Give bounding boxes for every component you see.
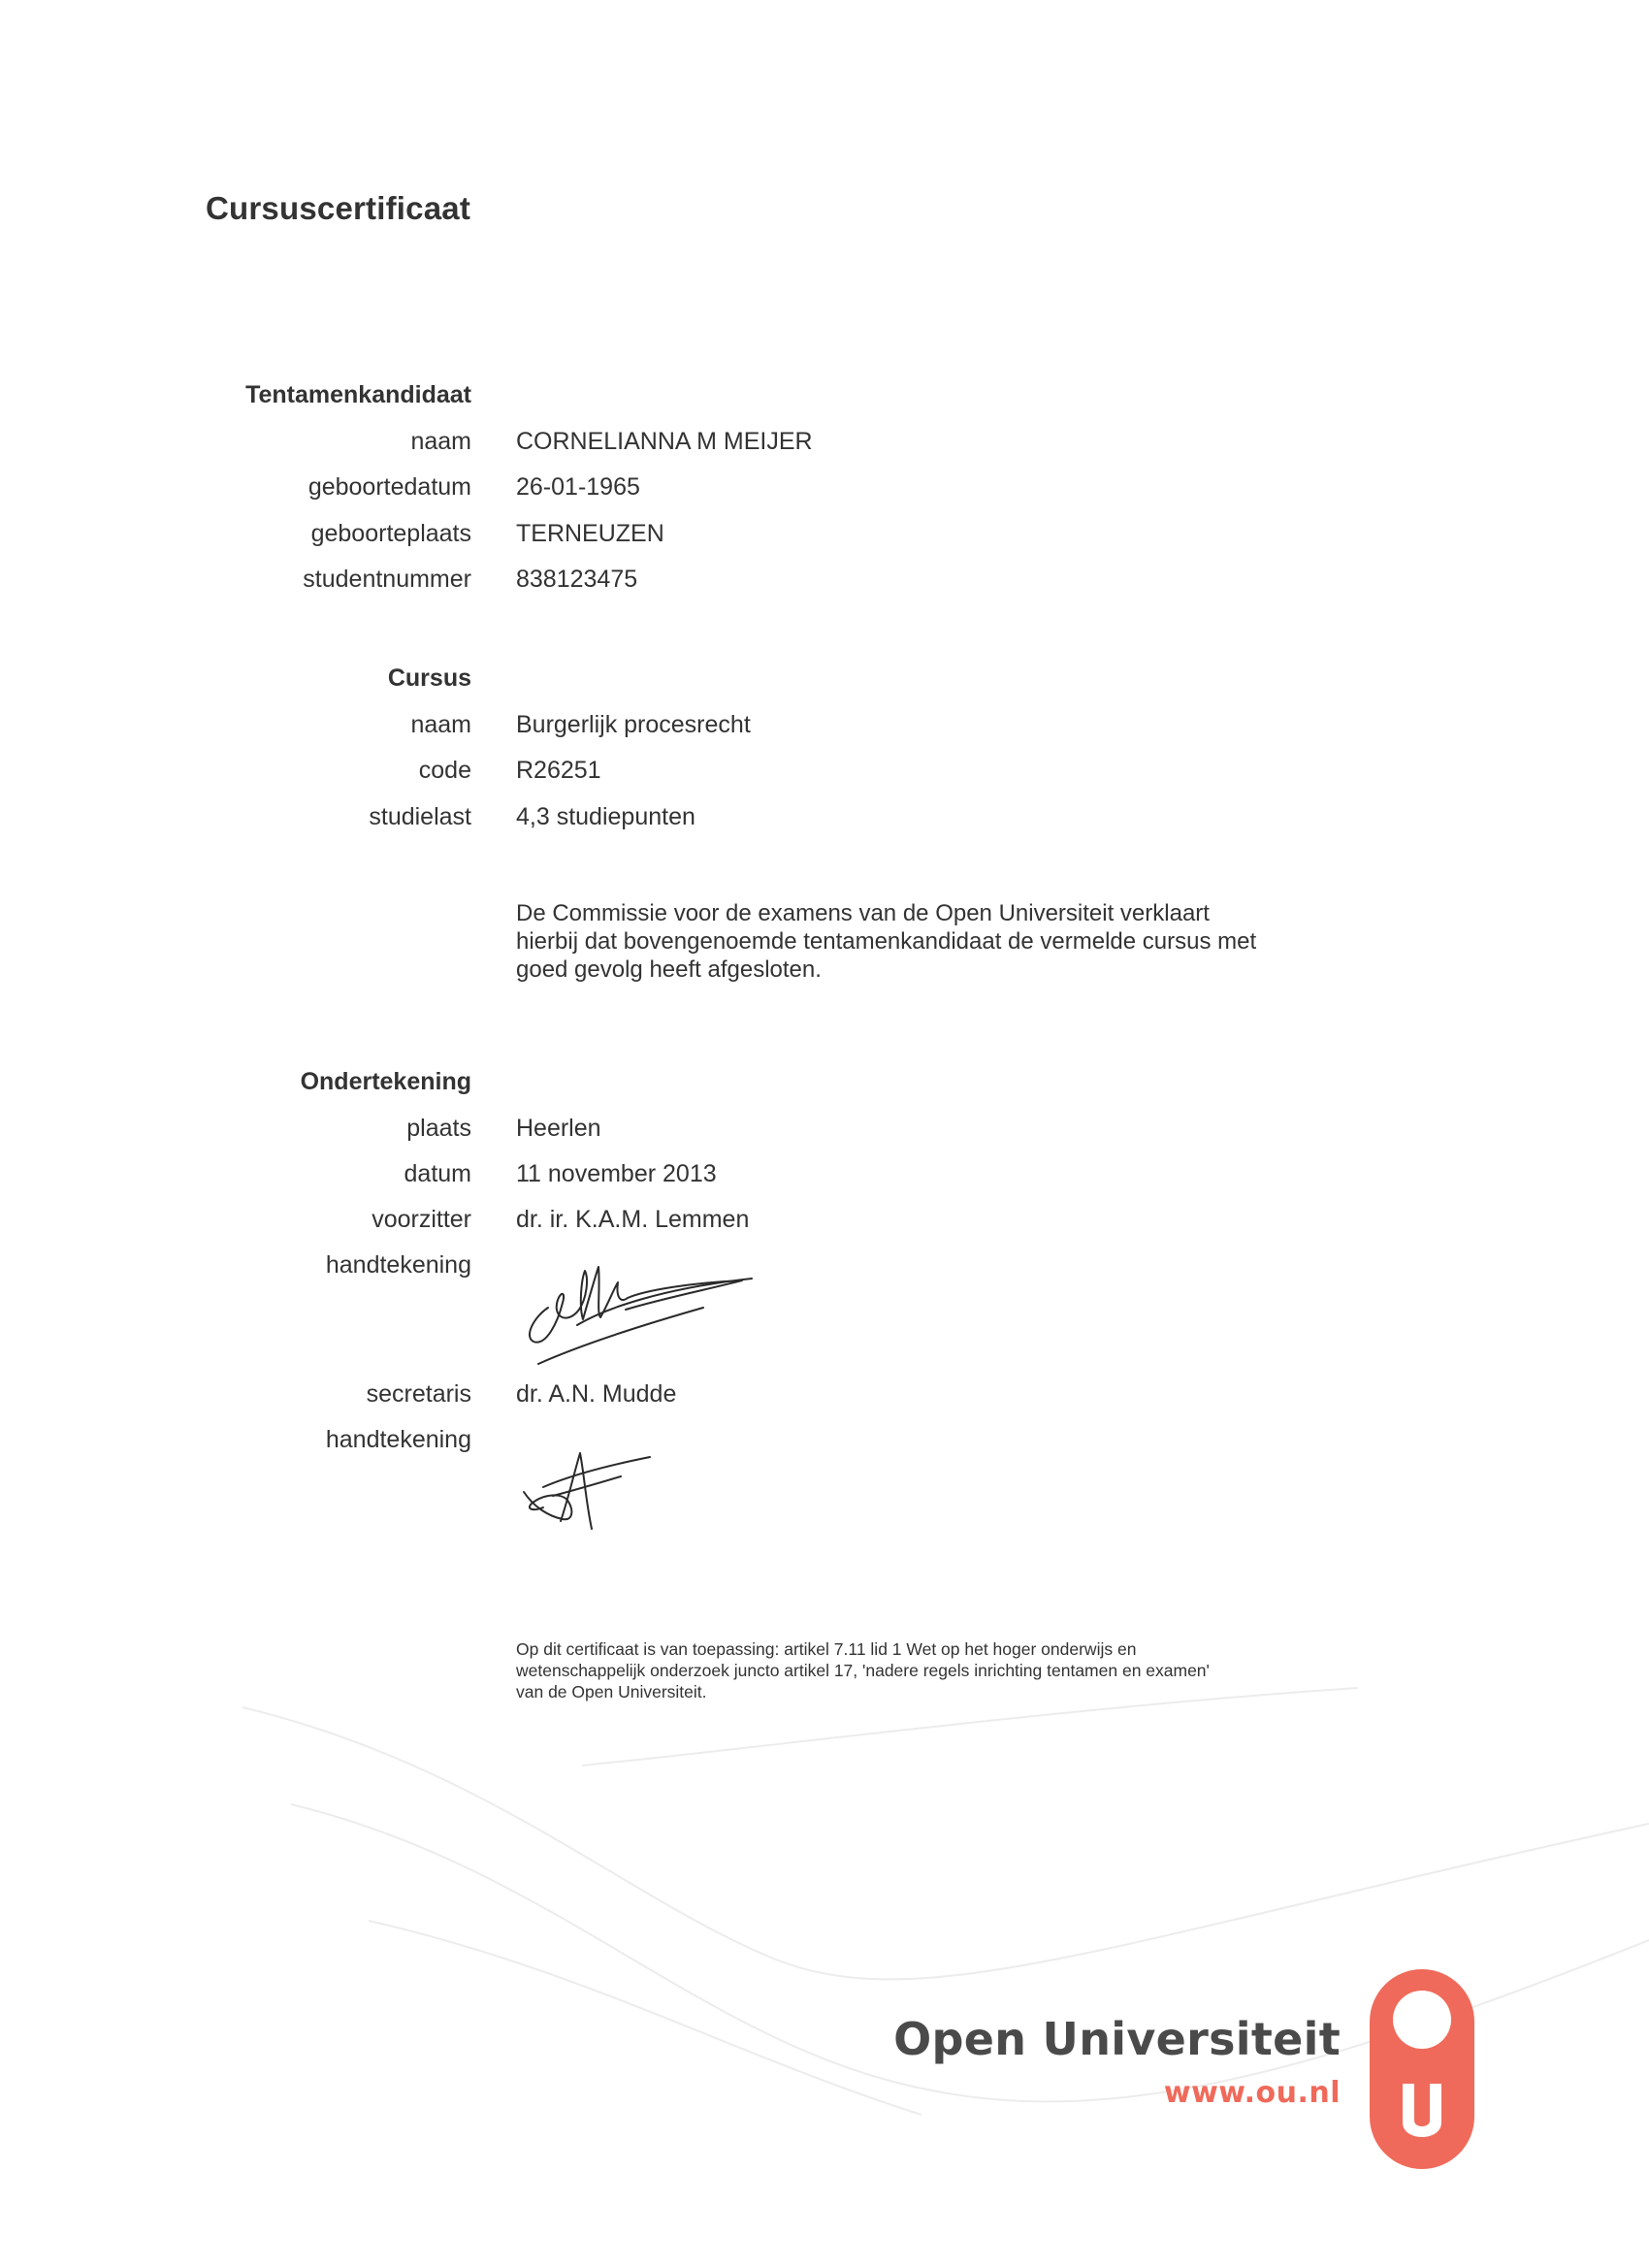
signing-date-label: datum [404, 1160, 471, 1187]
course-heading: Cursus [387, 664, 471, 692]
signing-place-label: plaats [406, 1115, 471, 1142]
course-code-label: code [418, 757, 471, 784]
candidate-birthplace-label: geboorteplaats [310, 520, 471, 547]
secretary-value: dr. A.N. Mudde [516, 1380, 677, 1408]
secretary-signature [514, 1434, 669, 1540]
secretary-label: secretaris [366, 1380, 471, 1408]
chair-signature-label: handtekening [325, 1251, 471, 1279]
secretary-signature-label: handtekening [325, 1426, 471, 1453]
signing-place-value: Heerlen [516, 1115, 601, 1142]
candidate-name-value: CORNELIANNA M MEIJER [516, 428, 813, 455]
candidate-heading: Tentamenkandidaat [245, 381, 471, 408]
course-code-value: R26251 [516, 757, 601, 784]
logo-name: Open Universiteit [893, 2013, 1341, 2065]
logo-url: www.ou.nl [1163, 2076, 1341, 2110]
candidate-birthdate-label: geboortedatum [307, 473, 471, 501]
chair-value: dr. ir. K.A.M. Lemmen [516, 1206, 750, 1233]
candidate-birthdate-value: 26-01-1965 [516, 473, 640, 501]
course-studyload-label: studielast [369, 803, 471, 830]
candidate-studentnumber-value: 838123475 [516, 566, 638, 593]
ou-logo-icon [1368, 1967, 1476, 2171]
candidate-birthplace-value: TERNEUZEN [516, 520, 664, 547]
page-title: Cursuscertificaat [206, 190, 471, 226]
legal-footnote: Op dit certificaat is van toepassing: artikel 7.11 lid 1 Wet op het hoger onderwijs en wetenschappelijk onderzoek juncto artikel 17, 'nadere regels inrichting tentamen en examen' van de Open Universiteit. [516, 1639, 1210, 1701]
chair-label: voorzitter [372, 1206, 471, 1233]
candidate-name-label: naam [410, 428, 471, 455]
course-name-label: naam [410, 711, 471, 738]
commission-statement: De Commissie voor de examens van de Open Universiteit verklaart hierbij dat bovengenoemde tentamenkandidaat de vermelde cursus met goed gevolg heeft afgesloten. [516, 900, 1257, 983]
course-name-value: Burgerlijk procesrecht [516, 711, 751, 738]
signing-heading: Ondertekening [300, 1068, 471, 1095]
signing-date-value: 11 november 2013 [516, 1160, 717, 1187]
chair-signature [519, 1249, 771, 1366]
course-studyload-value: 4,3 studiepunten [516, 803, 695, 830]
candidate-studentnumber-label: studentnummer [303, 566, 471, 593]
